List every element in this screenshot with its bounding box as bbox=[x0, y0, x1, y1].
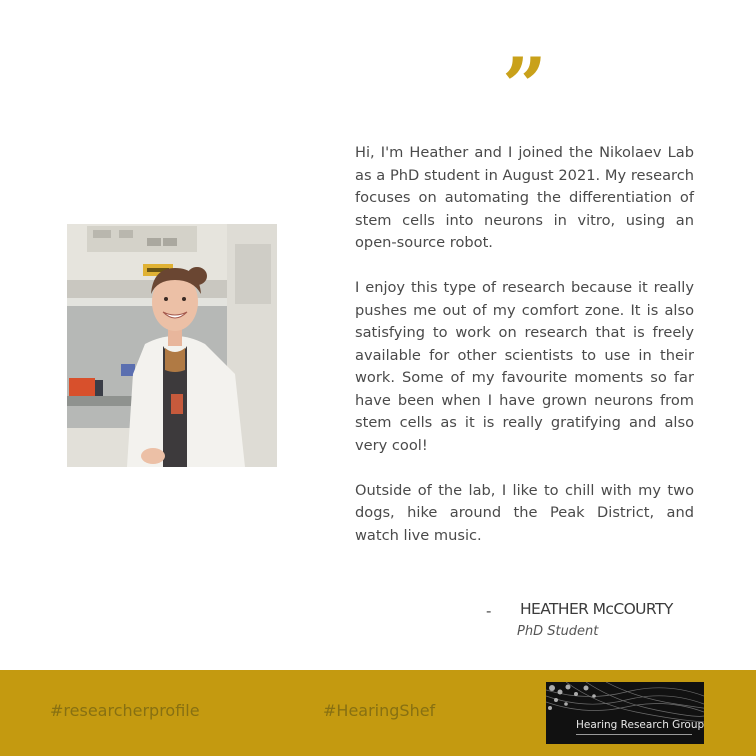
logo-underline bbox=[576, 734, 692, 735]
signature-name: HEATHER McCOURTY bbox=[520, 600, 673, 618]
paragraph-hobbies: Outside of the lab, I like to chill with my two dogs, hike around the Peak District, and watch live music. bbox=[355, 481, 694, 544]
hearing-research-group-logo bbox=[546, 682, 704, 744]
signature-role: PhD Student bbox=[517, 624, 599, 639]
hashtag-researcherprofile[interactable]: #researcherprofile bbox=[50, 701, 200, 720]
profile-text bbox=[355, 142, 694, 547]
signature-dash: - bbox=[486, 602, 492, 620]
researcher-photo bbox=[67, 224, 277, 467]
hashtag-hearingshef[interactable]: #HearingShef bbox=[323, 701, 436, 720]
lab-photo-illustration bbox=[67, 224, 277, 467]
paragraph-intro: Hi, I'm Heather and I joined the Nikolaev Lab as a PhD student in August 2021. My research focuses on automating the differentiation of stem cells into neurons in vitro, using an open-source robot. bbox=[355, 144, 694, 251]
closing-quote-icon: ” bbox=[502, 41, 541, 132]
footer-bar bbox=[0, 670, 756, 756]
logo-text: Hearing Research Group bbox=[576, 719, 704, 731]
paragraph-research: I enjoy this type of research because it really pushes me out of my comfort zone. It is also satisfying to work on research that is freely available for other scientists to use in their work. Some of my favourite moments so far have been when I have grown neurons from stem cells as it is really gratifying and also very cool! bbox=[355, 279, 694, 454]
